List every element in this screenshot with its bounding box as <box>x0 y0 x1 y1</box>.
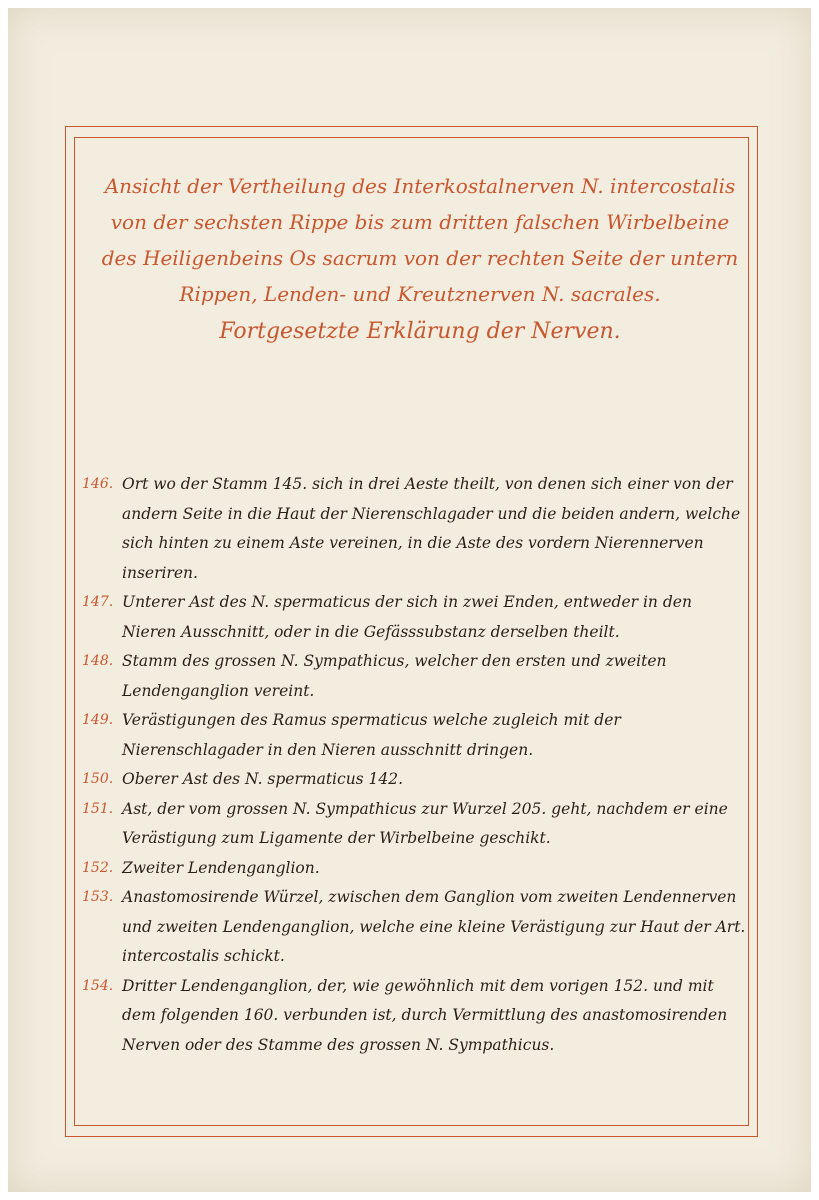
entry-text: Zweiter Lendenganglion. <box>122 858 320 877</box>
entry-number: 147. <box>82 594 114 610</box>
page-subtitle: Fortgesetzte Erklärung der Nerven. <box>219 319 621 344</box>
list-item <box>82 588 750 647</box>
list-item <box>82 795 750 854</box>
entry-list <box>82 470 750 1060</box>
list-item <box>82 972 750 1061</box>
entry-number: 152. <box>82 859 114 876</box>
entry-number: 154. <box>82 977 114 994</box>
entry-number: 153. <box>82 889 114 905</box>
entry-number: 151. <box>82 800 114 817</box>
list-item <box>82 647 750 706</box>
page-heading <box>100 168 740 350</box>
manuscript-page <box>8 8 811 1192</box>
entry-text: Unterer Ast des N. spermaticus der sich in zwei Enden, entweder in den Nieren Ausschnitt, oder in die Gefässsubstanz derselben theilt. <box>122 593 692 641</box>
entry-text: Verästigungen des Ramus spermaticus welche zugleich mit der Nierenschlagader in den Nieren ausschnitt dringen. <box>122 711 621 759</box>
entry-text: Dritter Lendenganglion, der, wie gewöhnlich mit dem vorigen 152. und mit dem folgenden 160. verbunden ist, durch Vermittlung des anastomosirenden Nerven oder des Stamme des grossen N. Sympathicus. <box>122 976 728 1054</box>
entry-text: Stamm des grossen N. Sympathicus, welcher den ersten und zweiten Lendenganglion vereint. <box>122 652 667 700</box>
entry-text: Ast, der vom grossen N. Sympathicus zur Wurzel 205. geht, nachdem er eine Verästigung zum Ligamente der Wirbelbeine geschikt. <box>122 799 728 847</box>
entry-text: Anastomosirende Würzel, zwischen dem Ganglion vom zweiten Lendennerven und zweiten Lendenganglion, welche eine kleine Verästigung zur Haut der Art. intercostalis schickt. <box>122 888 746 965</box>
page-title: Ansicht der Vertheilung des Interkostalnerven N. intercostalis von der sechsten Rippe bis zum dritten falschen Wirbelbeine des Heiligenbeins Os sacrum von der rechten Seite der untern Rippen, Lenden- und Kreutznerven N. sacrales. <box>101 174 739 306</box>
list-item <box>82 883 750 972</box>
list-item <box>82 765 750 795</box>
entry-text: Ort wo der Stamm 145. sich in drei Aeste theilt, von denen sich einer von der andern Seite in die Haut der Nierenschlagader und die beiden andern, welche sich hinten zu einem Aste vereinen, in die Aste des vordern Nierennerven inseriren. <box>122 475 741 582</box>
entry-text: Oberer Ast des N. spermaticus 142. <box>122 770 404 788</box>
entry-number: 150. <box>82 771 114 787</box>
entry-number: 148. <box>82 653 114 669</box>
list-item <box>82 470 750 588</box>
entry-number: 146. <box>82 476 114 492</box>
list-item <box>82 706 750 765</box>
entry-number: 149. <box>82 712 114 728</box>
list-item <box>82 854 750 884</box>
